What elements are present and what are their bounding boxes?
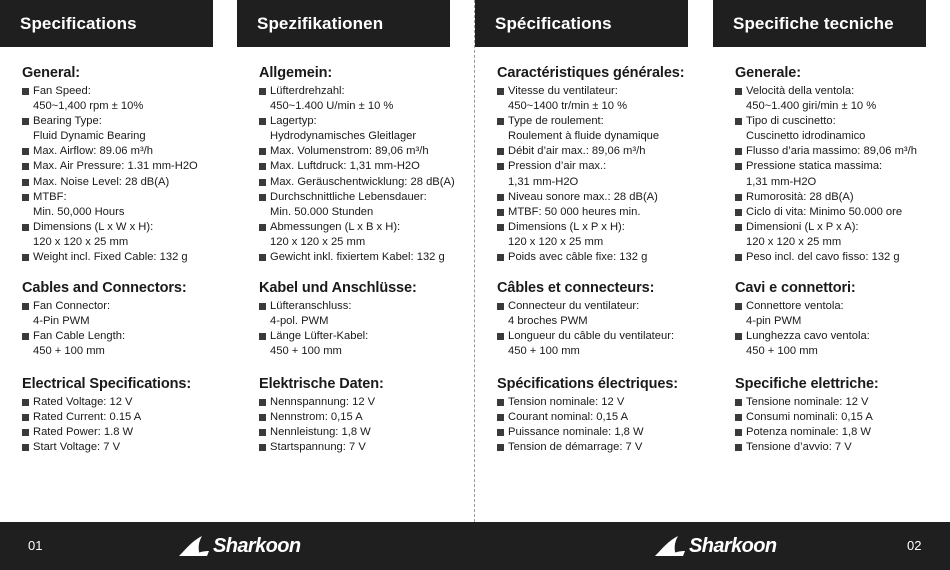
spec-section [22,64,228,265]
spec-item [259,299,465,329]
spec-label: Fan Cable Length: [22,329,228,344]
spec-label: Rumorosità: 28 dB(A) [735,190,941,205]
spec-item [259,425,465,440]
spec-label: Max. Airflow: 89.06 m³/h [22,144,228,159]
spec-label: Lüfterdrehzahl: [259,84,465,99]
spec-value: 120 x 120 x 25 mm [270,235,366,248]
spec-item [22,84,228,114]
spec-value: Fluid Dynamic Bearing [33,130,146,143]
spec-value: Min. 50,000 Hours [33,205,125,218]
column-body [237,47,465,455]
spec-value: 4-Pin PWM [33,315,90,328]
brand-name: Sharkoon [213,534,301,557]
spec-section [259,279,465,359]
spec-item [259,84,465,114]
spec-value: Roulement à fluide dynamique [508,130,660,143]
spec-item [22,175,228,190]
spec-section [22,375,228,455]
brand-logo-right [654,533,776,559]
column-header-tab: Specifications [0,0,213,47]
spec-value: 4-pol. PWM [270,315,329,328]
spec-label: Longueur du câble du ventilateur: [497,329,703,344]
spec-section [735,279,941,359]
spec-section [259,64,465,265]
spec-item [735,220,941,250]
spec-item [497,440,703,455]
column-english [0,0,228,469]
spec-item [22,190,228,220]
spec-item [22,114,228,144]
spec-label: Puissance nominale: 1,8 W [497,425,703,440]
spec-item [735,190,941,205]
spec-item [735,159,941,189]
spec-label: Tipo di cuscinetto: [735,114,941,129]
column-header-tab: Spécifications [475,0,688,47]
spec-item [22,144,228,159]
spec-item [735,205,941,220]
section-title: Allgemein: [259,65,333,81]
spec-item [497,84,703,114]
spec-label: Tension de démarrage: 7 V [497,440,703,455]
spec-label: Dimensions (L x W x H): [22,220,228,235]
column-body [475,47,703,455]
spec-item [735,114,941,144]
column-header-tab: Specifiche tecniche [713,0,926,47]
spec-item [497,395,703,410]
spec-value: 1,31 mm-H2O [508,175,579,188]
spec-label: Niveau sonore max.: 28 dB(A) [497,190,703,205]
column-french [475,0,703,469]
page-number-left: 01 [28,538,43,553]
column-body [0,47,228,455]
spec-label: Tensione nominale: 12 V [735,395,941,410]
spec-label: Rated Power: 1.8 W [22,425,228,440]
spec-label: Débit d’air max.: 89,06 m³/h [497,144,703,159]
spec-item [22,410,228,425]
spec-label: Consumi nominali: 0,15 A [735,410,941,425]
spec-item [259,159,465,174]
footer-bar [0,522,950,570]
spec-item [735,440,941,455]
spec-label: Pression d’air max.: [497,159,703,174]
spec-item [497,410,703,425]
spec-value: 120 x 120 x 25 mm [33,235,129,248]
spec-value: 450~1,400 rpm ± 10% [33,100,144,113]
section-title: General: [22,65,81,81]
spec-section [22,279,228,359]
spec-label: Tensione d’avvio: 7 V [735,440,941,455]
spec-label: Lüfteranschluss: [259,299,465,314]
spec-value: 120 x 120 x 25 mm [508,235,604,248]
spec-item [22,440,228,455]
spec-label: Dimensioni (L x P x A): [735,220,941,235]
spec-section [735,64,941,265]
section-title: Cavi e connettori: [735,280,856,297]
spec-value: 450~1400 tr/min ± 10 % [508,100,628,113]
spec-label: Flusso d’aria massimo: 89,06 m³/h [735,144,941,159]
section-title: Electrical Specifications: [22,375,192,392]
section-title: Specifiche elettriche: [735,375,879,392]
spec-item [497,250,703,265]
spec-label: Max. Luftdruck: 1,31 mm-H2O [259,159,465,174]
spec-label: Rated Voltage: 12 V [22,395,228,410]
spec-label: Fan Speed: [22,84,228,99]
spec-label: Startspannung: 7 V [259,440,465,455]
spec-item [497,220,703,250]
column-body [713,47,941,455]
spec-label: Lunghezza cavo ventola: [735,329,941,344]
brand-name: Sharkoon [689,534,777,557]
spec-section [735,375,941,455]
spec-label: Max. Noise Level: 28 dB(A) [22,175,228,190]
spec-label: Max. Air Pressure: 1.31 mm-H2O [22,159,228,174]
column-header-tab: Spezifikationen [237,0,450,47]
spec-value: 450~1.400 U/min ± 10 % [270,100,394,113]
spec-label: Max. Geräuschentwicklung: 28 dB(A) [259,175,465,190]
spec-item [22,329,228,359]
spec-item [497,144,703,159]
spec-item [497,159,703,189]
spec-label: Courant nominal: 0,15 A [497,410,703,425]
spec-item [497,329,703,359]
column-german [237,0,465,469]
spec-item [735,425,941,440]
spec-label: Dimensions (L x P x H): [497,220,703,235]
section-title: Generale: [735,65,801,81]
spec-section [497,279,703,359]
spec-value: 450 + 100 mm [508,345,580,358]
spec-label: Bearing Type: [22,114,228,129]
spec-label: MTBF: 50 000 heures min. [497,205,703,220]
spec-item [735,250,941,265]
spec-value: 450~1.400 giri/min ± 10 % [746,100,877,113]
spec-item [259,395,465,410]
spec-label: Poids avec câble fixe: 132 g [497,250,703,265]
spec-label: Type de roulement: [497,114,703,129]
spec-item [22,250,228,265]
spec-item [259,329,465,359]
spec-label: Durchschnittliche Lebensdauer: [259,190,465,205]
spec-section [259,375,465,455]
spec-item [497,114,703,144]
spec-value: Hydrodynamisches Gleitlager [270,130,417,143]
spec-item [497,299,703,329]
spec-label: Gewicht inkl. fixiertem Kabel: 132 g [259,250,465,265]
section-title: Câbles et connecteurs: [497,280,655,297]
spec-label: Connecteur du ventilateur: [497,299,703,314]
spec-value: Min. 50.000 Stunden [270,205,374,218]
spec-label: Lagertyp: [259,114,465,129]
spec-label: Potenza nominale: 1,8 W [735,425,941,440]
spec-label: MTBF: [22,190,228,205]
spec-item [735,329,941,359]
spec-item [22,220,228,250]
spec-value: 450 + 100 mm [270,345,342,358]
spec-label: Connettore ventola: [735,299,941,314]
spec-label: Max. Volumenstrom: 89,06 m³/h [259,144,465,159]
section-title: Spécifications électriques: [497,375,679,392]
spec-label: Peso incl. del cavo fisso: 132 g [735,250,941,265]
spec-label: Vitesse du ventilateur: [497,84,703,99]
brand-logo-left [178,533,300,559]
spec-label: Länge Lüfter-Kabel: [259,329,465,344]
spec-value: 120 x 120 x 25 mm [746,235,842,248]
spec-item [259,410,465,425]
spec-item [735,410,941,425]
spec-item [735,299,941,329]
section-title: Cables and Connectors: [22,280,187,297]
spec-item [259,144,465,159]
spec-label: Nennspannung: 12 V [259,395,465,410]
spec-item [735,84,941,114]
spec-item [735,144,941,159]
spec-label: Rated Current: 0.15 A [22,410,228,425]
spec-item [259,250,465,265]
spec-label: Fan Connector: [22,299,228,314]
spec-value: 4 broches PWM [508,315,588,328]
spec-item [22,299,228,329]
spec-item [259,114,465,144]
section-title: Elektrische Daten: [259,375,384,392]
spec-section [497,64,703,265]
spec-label: Nennleistung: 1,8 W [259,425,465,440]
spec-item [497,425,703,440]
column-italian [713,0,941,469]
spec-item [735,395,941,410]
spec-item [497,205,703,220]
spec-item [259,440,465,455]
spec-label: Weight incl. Fixed Cable: 132 g [22,250,228,265]
spec-item [22,159,228,174]
spec-label: Tension nominale: 12 V [497,395,703,410]
spec-item [259,220,465,250]
spec-value: Cuscinetto idrodinamico [746,130,866,143]
spec-value: 450 + 100 mm [746,345,818,358]
spec-label: Pressione statica massima: [735,159,941,174]
section-title: Kabel und Anschlüsse: [259,280,417,297]
section-title: Caractéristiques générales: [497,65,685,81]
spec-item [259,175,465,190]
spec-value: 450 + 100 mm [33,345,105,358]
spec-label: Ciclo di vita: Minimo 50.000 ore [735,205,941,220]
shark-fin-icon [178,535,210,557]
spec-value: 1,31 mm-H2O [746,175,817,188]
spec-item [259,190,465,220]
page-number-right: 02 [907,538,922,553]
shark-fin-icon [654,535,686,557]
spec-item [22,425,228,440]
spec-item [497,190,703,205]
spec-label: Velocità della ventola: [735,84,941,99]
spec-item [22,395,228,410]
spec-label: Nennstrom: 0,15 A [259,410,465,425]
spec-label: Start Voltage: 7 V [22,440,228,455]
spec-section [497,375,703,455]
spec-value: 4-pin PWM [746,315,802,328]
spec-label: Abmessungen (L x B x H): [259,220,465,235]
